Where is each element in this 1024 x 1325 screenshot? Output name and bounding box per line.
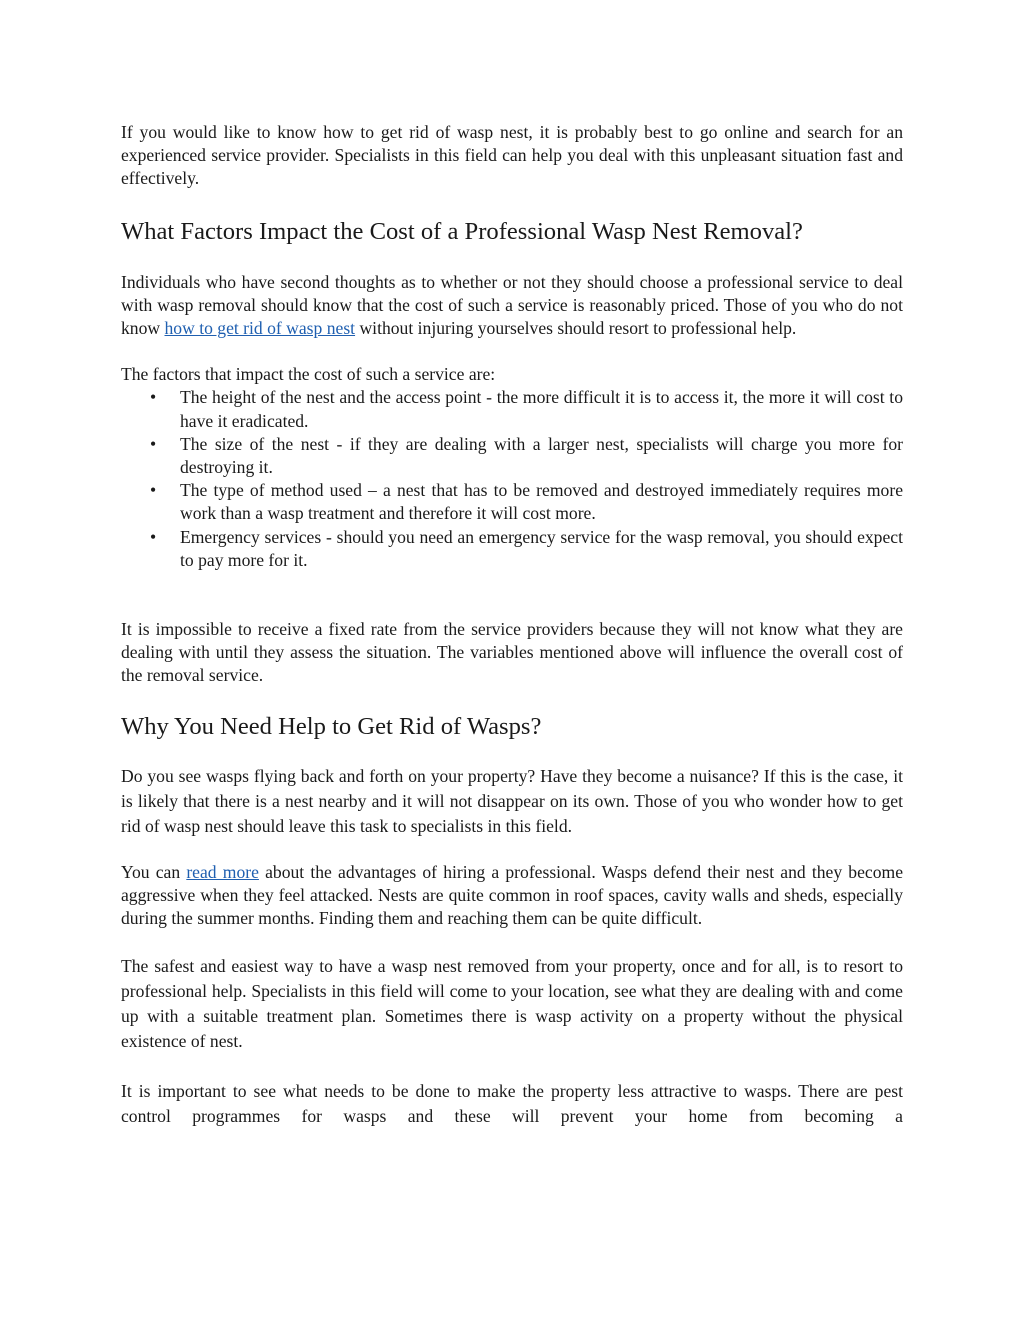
individuals-paragraph (121, 271, 903, 341)
bullet-icon: • (150, 480, 157, 501)
safest-way-paragraph: The safest and easiest way to have a wasp nest removed from your property, once and for all, is to resort to professional help. Specialists in this field will come to your location, see what they are dealing with and come up with a suitable treatment plan. Sometimes there is wasp activity on a property without the physical existence of nest. (121, 956, 903, 1052)
bullet-icon: • (150, 526, 157, 547)
factors-intro: The factors that impact the cost of such a service are: (121, 364, 496, 385)
list-item (121, 386, 903, 432)
list-item-text: Emergency services - should you need an emergency service for the wasp removal, you should expect to pay more for it. (180, 526, 903, 570)
bullet-icon: • (150, 387, 157, 408)
list-item-text: The size of the nest - if they are dealing with a larger nest, specialists will charge you more for destroying it. (180, 433, 903, 478)
factors-list (121, 386, 903, 572)
list-item-text: The height of the nest and the access point - the more difficult it is to access it, the more it will cost to have it eradicated. (180, 387, 903, 431)
intro-paragraph: If you would like to know how to get rid of wasp nest, it is probably best to go online and search for an experienced service provider. Specialists in this field can help you deal with this unpleasant situation fast and effectively. (121, 122, 903, 189)
you-can-text-before: You can (121, 861, 187, 882)
heading-why-help: Why You Need Help to Get Rid of Wasps? (121, 712, 542, 740)
list-item (121, 526, 903, 572)
document-body (121, 121, 903, 1129)
bullet-icon: • (150, 433, 157, 454)
important-paragraph: It is important to see what needs to be done to make the property less attractive to wasps. There are pest control programmes for wasps and these will prevent your home from becoming a (121, 1081, 903, 1127)
individuals-text-before: Individuals who have second thoughts as to whether or not they should choose a professional service to deal with wasp removal should know that the cost of such a service is reasonably priced. Those of you who do not know (121, 271, 903, 339)
list-item-text: The type of method used – a nest that has to be removed and destroyed immediately requires more work than a wasp treatment and therefore it will cost more. (180, 480, 903, 524)
read-more-link[interactable]: read more (186, 861, 259, 882)
fixed-rate-paragraph: It is impossible to receive a fixed rate from the service providers because they will not know what they are dealing with until they assess the situation. The variables mentioned above will influence the overall cost of the removal service. (121, 619, 903, 686)
individuals-text-after: without injuring yourselves should resort to professional help. (355, 318, 797, 339)
do-you-see-paragraph: Do you see wasps flying back and forth on your property? Have they become a nuisance? If this is the case, it is likely that there is a nest nearby and it will not disappear on its own. Those of you who wonder how to get rid of wasp nest should leave this task to specialists in this field. (121, 765, 903, 836)
heading-cost-factors: What Factors Impact the Cost of a Professional Wasp Nest Removal? (121, 217, 803, 245)
read-more-paragraph (121, 861, 903, 931)
list-item (121, 433, 903, 479)
wasp-nest-link[interactable]: how to get rid of wasp nest (164, 318, 356, 339)
list-item (121, 479, 903, 525)
you-can-text-after: about the advantages of hiring a professional. Wasps defend their nest and they become aggressive when they feel attacked. Nests are quite common in roof spaces, cavity walls and sheds, especially during the summer months. Finding them and reaching them can be quite difficult. (121, 861, 904, 929)
